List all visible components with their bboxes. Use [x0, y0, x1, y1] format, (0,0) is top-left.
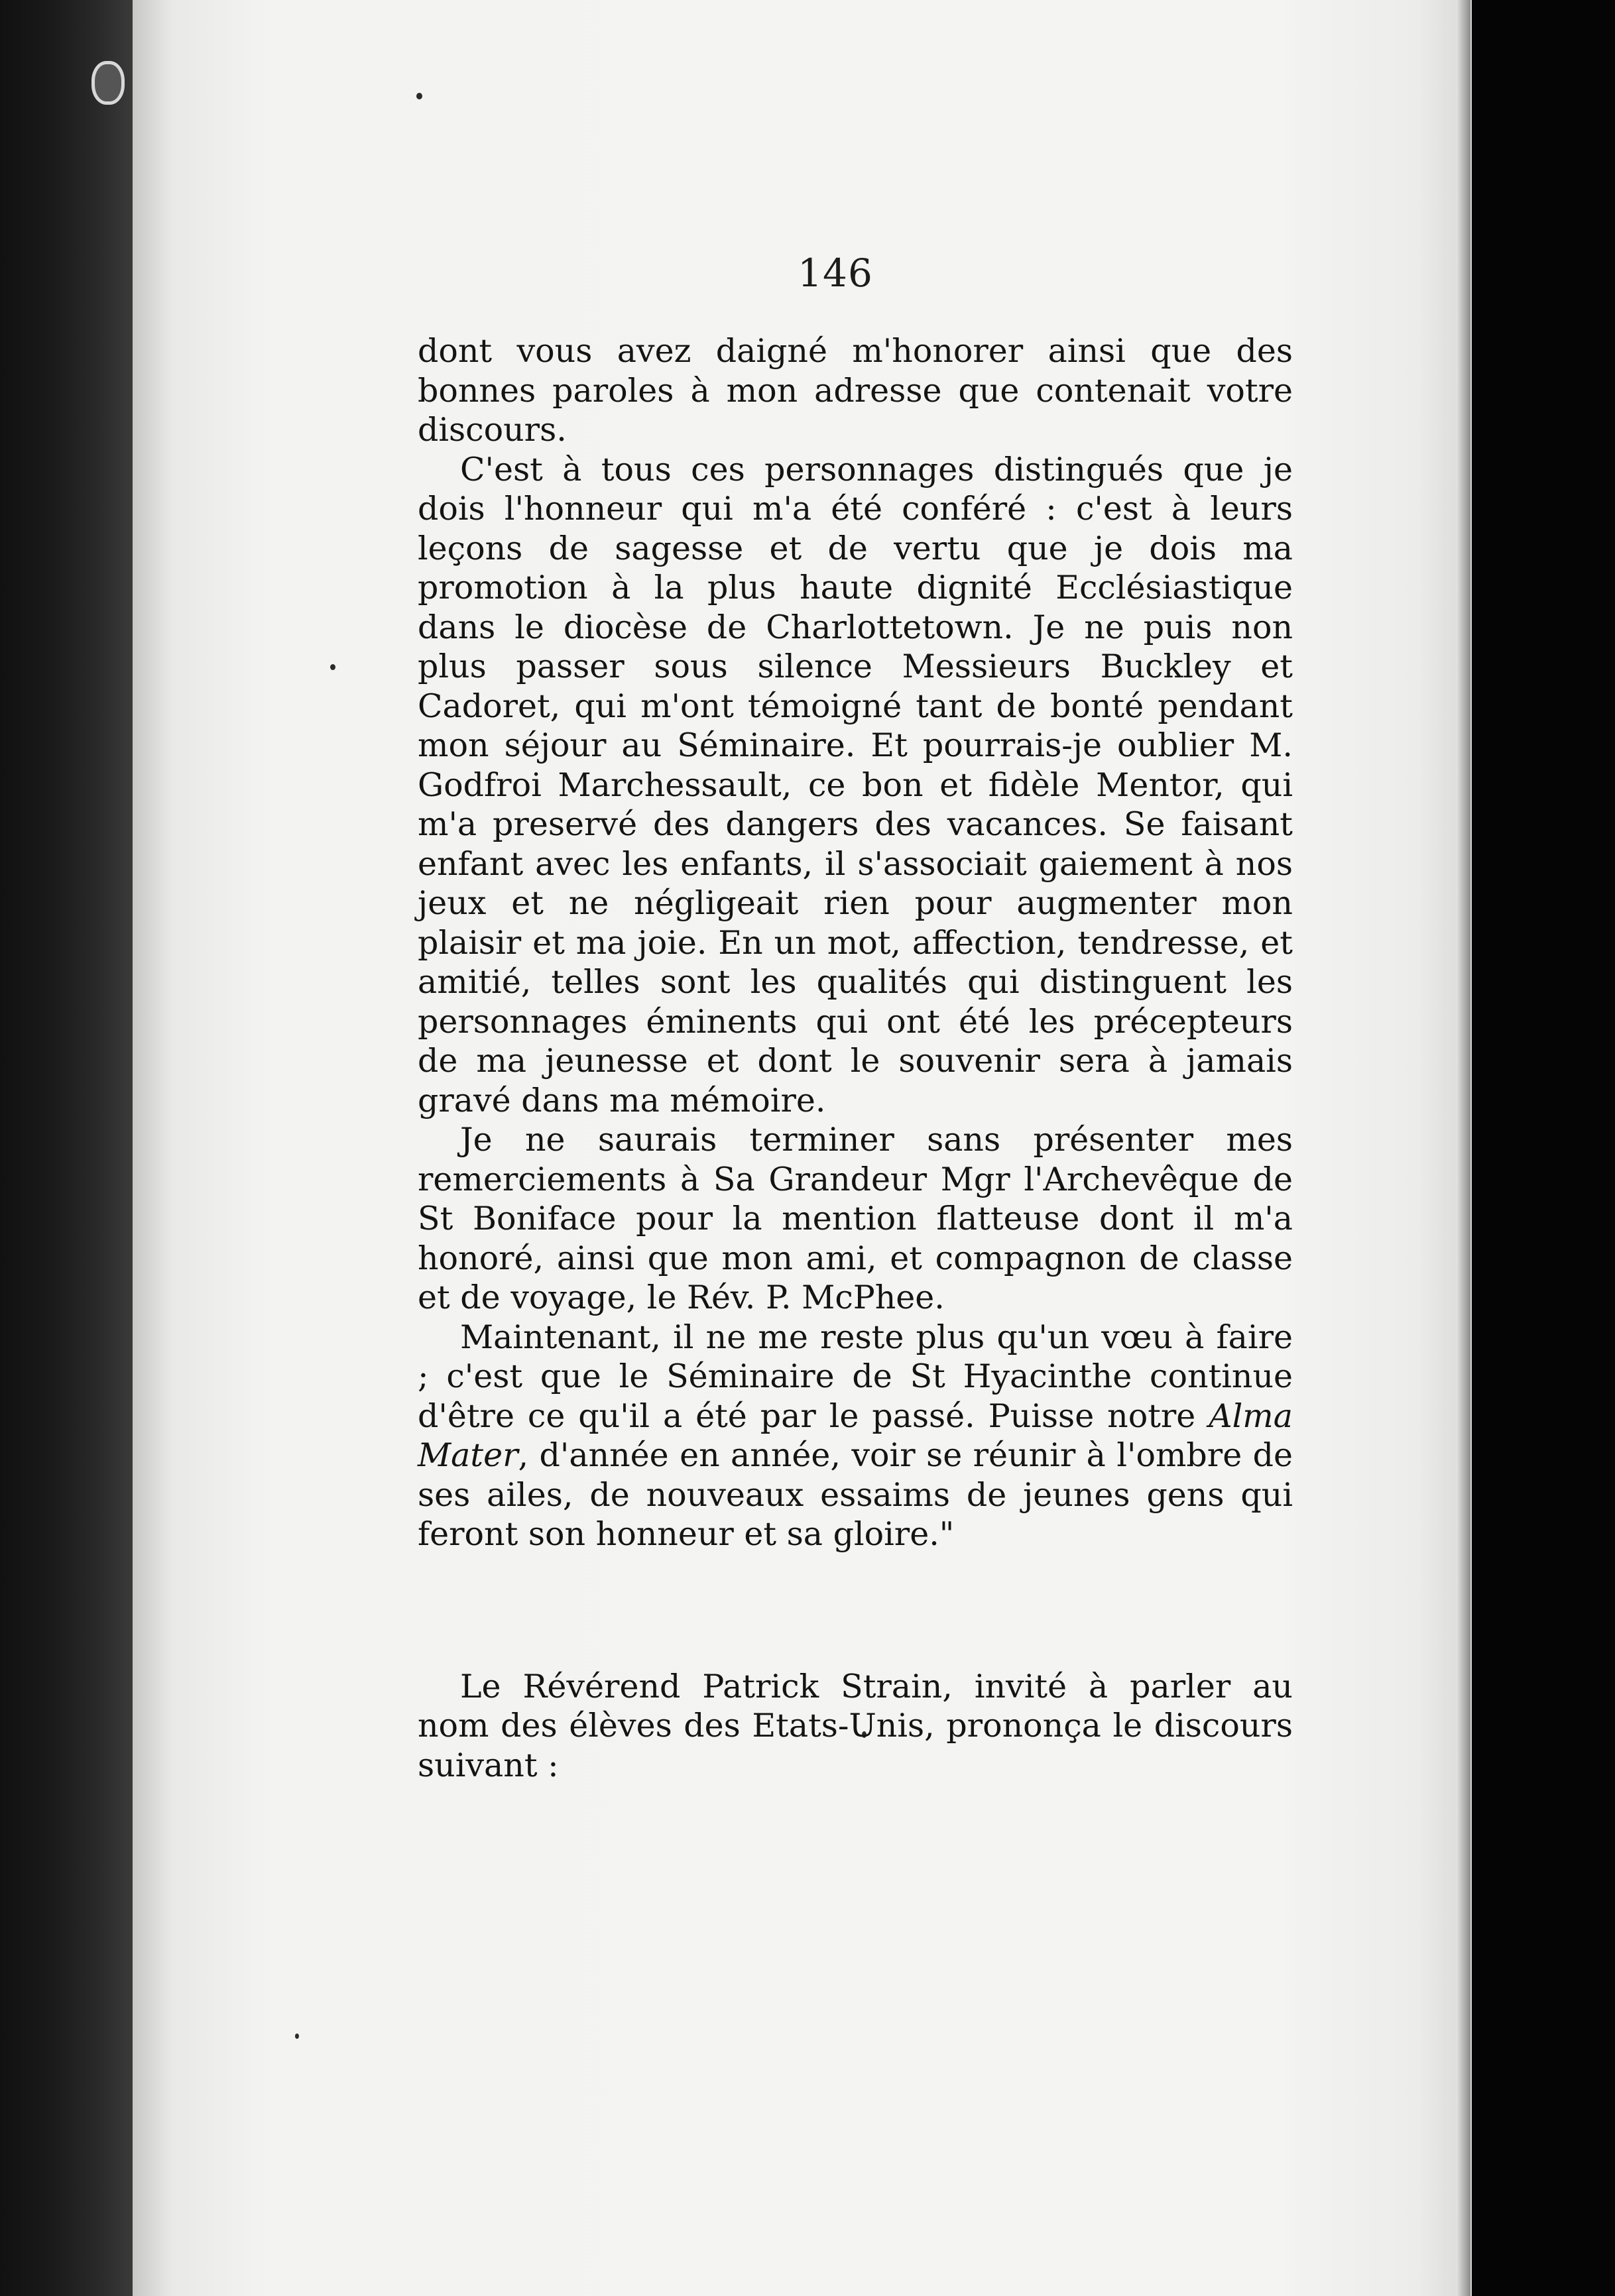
paragraph-2: C'est à tous ces personnages distingués que je dois l'honneur qui m'a été conféré : c'est à leurs leçons de sagesse et de vertu que je dois ma promotion à la plus haute dignité Ecclésiastique dans le diocèse de Charlottetown. Je ne puis non plus passer sous silence Messieurs Buckley et Cadoret, qui m'ont témoigné tant de bonté pendant mon séjour au Séminaire. Et pourrais-je oublier M. Godfroi Marchessault, ce bon et fidèle Mentor, qui m'a preservé des dangers des vacances. Se faisant enfant avec les enfants, il s'associait gaiement à nos jeux et ne négligeait rien pour augmenter mon plaisir et ma joie. En un mot, affection, tendresse, et amitié, telles sont les qualités qui distinguent les personnages éminents qui ont été les précepteurs de ma jeunesse et dont le souvenir sera à jamais gravé dans ma mémoire. — [418, 450, 1293, 1119]
paragraph-4-text-before: Maintenant, il ne me reste plus qu'un vœu à faire ; c'est que le Séminaire de St Hyacinthe continue d'être ce qu'il a été par le passé. Puisse notre — [418, 1318, 1293, 1435]
alma-mater-italic: Alma Mater — [418, 1397, 1293, 1474]
paragraph-4 — [418, 1318, 1293, 1554]
paragraph-5: Le Révérend Patrick Strain, invité à parler au nom des élèves des Etats-Unis, prononça le discours suivant : — [418, 1667, 1293, 1784]
right-scan-margin — [1472, 0, 1615, 2296]
ink-speck — [295, 2034, 299, 2039]
ink-speck — [330, 664, 335, 670]
paragraph-4-text-after: , d'année en année, voir se réunir à l'ombre de ses ailes, de nouveaux essaims de jeunes gens qui feront son honneur et sa gloire." — [418, 1436, 1293, 1553]
ink-speck — [416, 93, 422, 99]
section-gap — [418, 1554, 1293, 1667]
body-text — [418, 331, 1293, 1785]
binding-ring — [91, 61, 125, 105]
paragraph-3: Je ne saurais terminer sans présenter mes remerciements à Sa Grandeur Mgr l'Archevêque de St Boniface pour la mention flatteuse dont il m'a honoré, ainsi que mon ami, et compagnon de classe et de voyage, le Rév. P. McPhee. — [418, 1121, 1293, 1316]
paragraph-1: dont vous avez daigné m'honorer ainsi que des bonnes paroles à mon adresse que contenait votre discours. — [418, 332, 1293, 449]
page-number: 146 — [798, 251, 873, 296]
page-right-edge — [1456, 0, 1470, 2296]
left-scan-margin — [0, 0, 133, 2296]
